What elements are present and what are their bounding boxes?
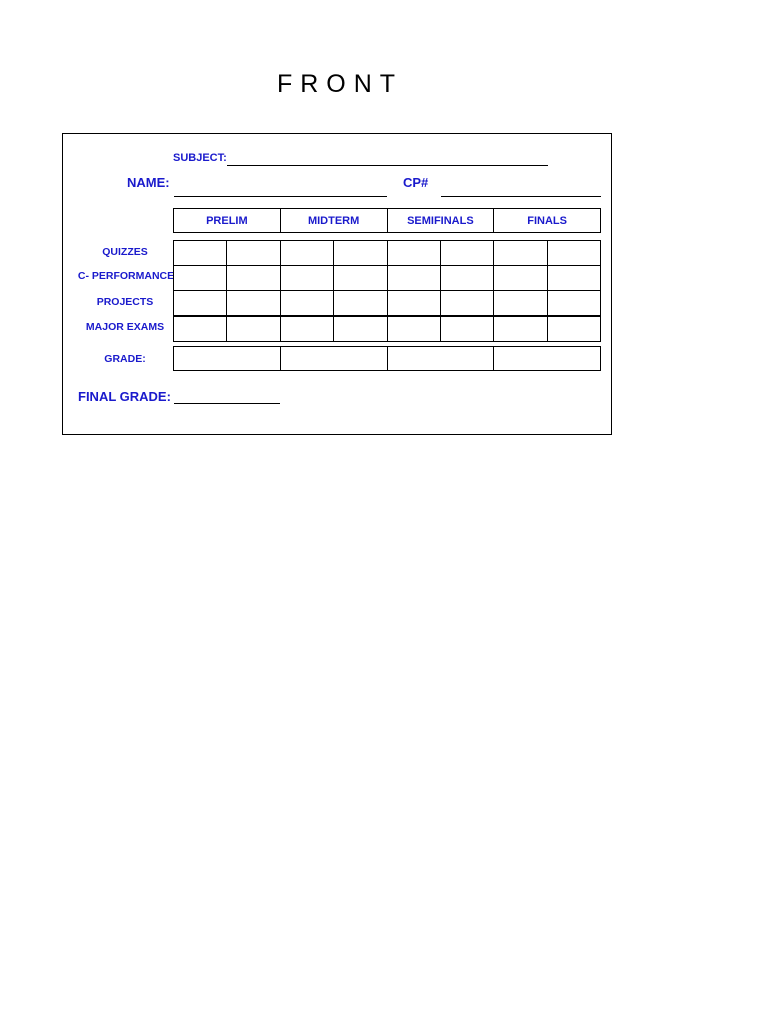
score-cell[interactable]	[547, 266, 600, 291]
score-cell[interactable]	[174, 241, 227, 266]
period-finals: FINALS	[494, 209, 601, 233]
grade-cell-prelim[interactable]	[174, 347, 281, 371]
score-cell[interactable]	[174, 316, 227, 342]
score-cell[interactable]	[494, 291, 547, 317]
grade-cell-semifinals[interactable]	[387, 347, 494, 371]
score-row-class-performance	[174, 266, 601, 291]
score-cell[interactable]	[334, 241, 387, 266]
score-cell[interactable]	[280, 291, 333, 317]
score-cell[interactable]	[494, 241, 547, 266]
grade-row	[173, 346, 601, 371]
subject-field[interactable]	[227, 165, 548, 166]
final-grade-label: FINAL GRADE:	[78, 389, 171, 404]
score-cell[interactable]	[334, 266, 387, 291]
score-cell[interactable]	[440, 266, 493, 291]
score-row-major-exams	[174, 316, 601, 342]
score-cell[interactable]	[280, 241, 333, 266]
score-cell[interactable]	[280, 266, 333, 291]
score-cell[interactable]	[440, 316, 493, 342]
score-cell[interactable]	[174, 291, 227, 317]
subject-label: SUBJECT:	[173, 152, 227, 164]
score-cell[interactable]	[227, 266, 280, 291]
score-cell[interactable]	[494, 266, 547, 291]
score-cell[interactable]	[440, 291, 493, 317]
score-row-quizzes	[174, 241, 601, 266]
cp-field[interactable]	[441, 196, 601, 197]
row-label-projects: PROJECTS	[96, 296, 154, 308]
name-field[interactable]	[174, 196, 387, 197]
row-label-class-performance: C- PERFORMANCE	[77, 270, 175, 282]
period-header-table	[173, 208, 601, 233]
period-semifinals: SEMIFINALS	[387, 209, 494, 233]
row-label-quizzes: QUIZZES	[102, 246, 148, 258]
cp-label: CP#	[403, 175, 429, 190]
score-cell[interactable]	[227, 316, 280, 342]
score-cell[interactable]	[387, 266, 440, 291]
period-prelim: PRELIM	[174, 209, 281, 233]
score-cell[interactable]	[547, 241, 600, 266]
final-grade-field[interactable]	[174, 403, 280, 404]
page-title: FRONT	[276, 70, 404, 98]
score-cell[interactable]	[494, 316, 547, 342]
grade-card	[62, 133, 612, 435]
score-cell[interactable]	[387, 291, 440, 317]
row-label-major-exams: MAJOR EXAMS	[85, 321, 165, 333]
score-cell[interactable]	[280, 316, 333, 342]
grade-cell-midterm[interactable]	[280, 347, 387, 371]
score-cell[interactable]	[227, 291, 280, 317]
score-cell[interactable]	[387, 316, 440, 342]
score-cell[interactable]	[334, 291, 387, 317]
score-cell[interactable]	[387, 241, 440, 266]
score-cell[interactable]	[547, 291, 600, 317]
grade-label: GRADE:	[104, 353, 146, 365]
period-midterm: MIDTERM	[280, 209, 387, 233]
score-cell[interactable]	[334, 316, 387, 342]
grade-cell-finals[interactable]	[494, 347, 601, 371]
score-cell[interactable]	[174, 266, 227, 291]
name-label: NAME:	[127, 175, 170, 190]
score-cell[interactable]	[440, 241, 493, 266]
score-row-projects	[174, 291, 601, 317]
score-cell[interactable]	[227, 241, 280, 266]
score-grid	[173, 240, 601, 342]
score-cell[interactable]	[547, 316, 600, 342]
